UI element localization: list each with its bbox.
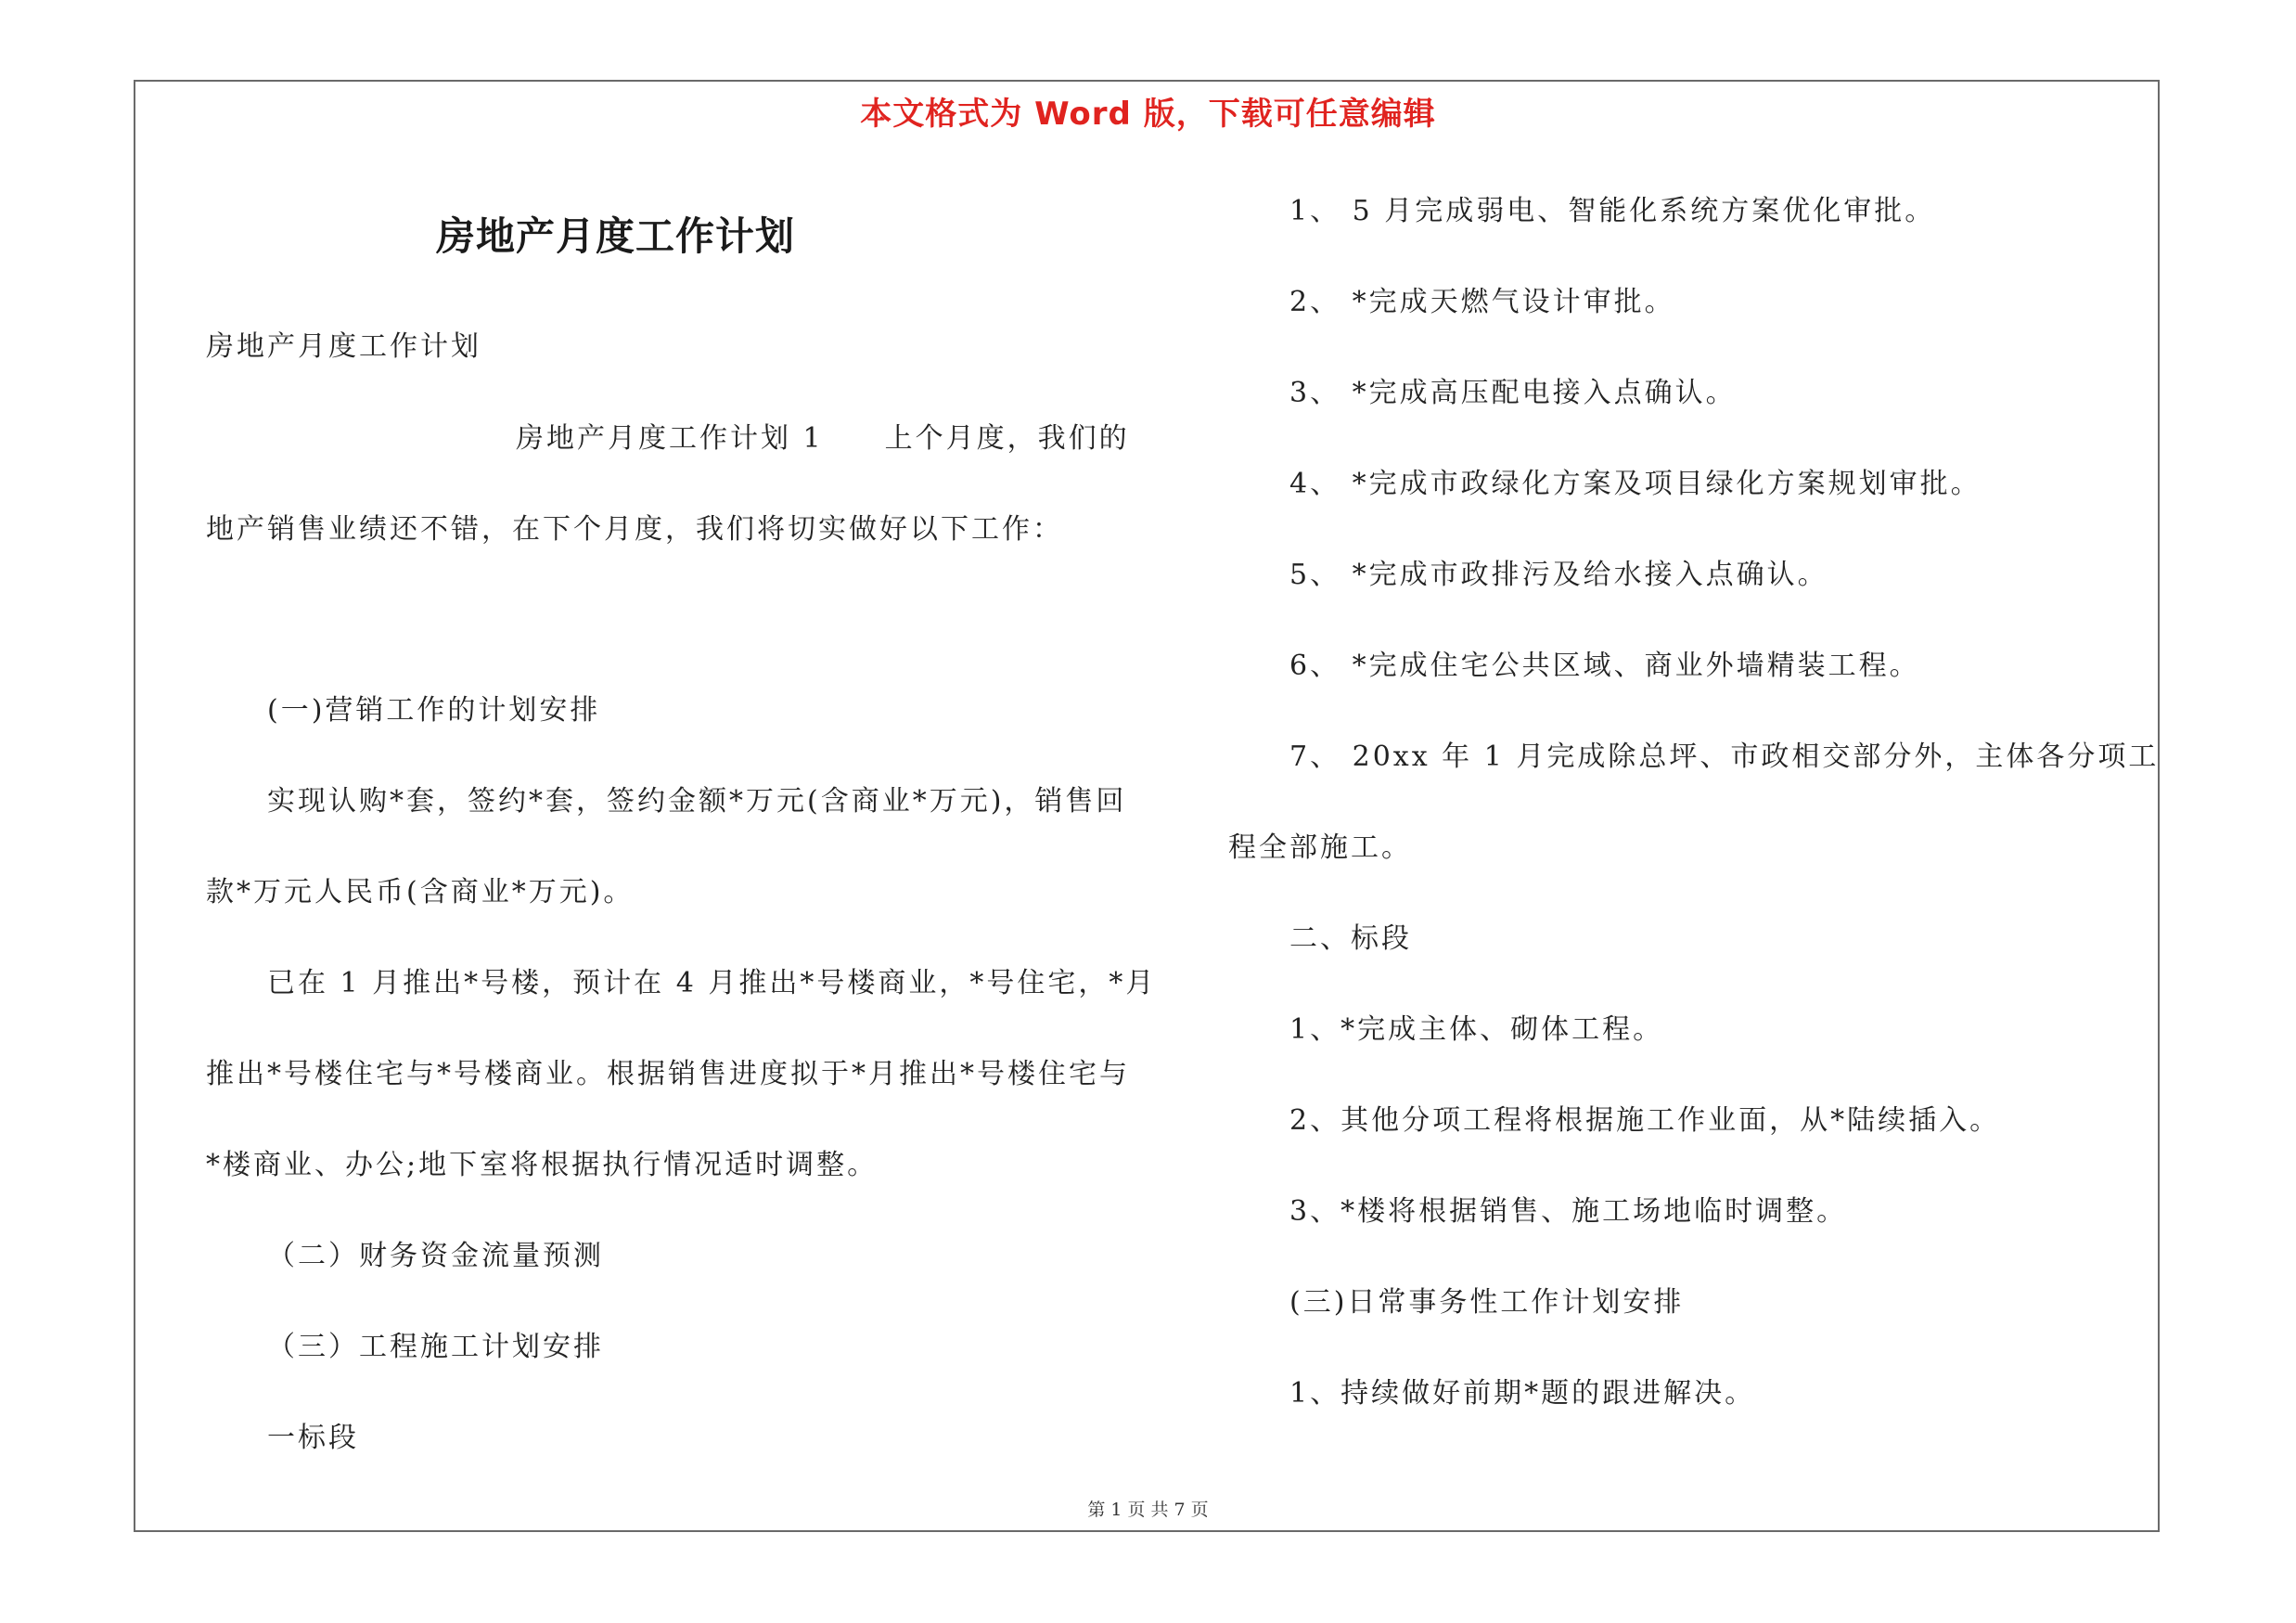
left-line-8: 推出*号楼住宅与*号楼商业。根据销售进度拟于*月推出*号楼住宅与 [206,1058,1130,1090]
right-line-11: 2、其他分项工程将根据施工作业面，从*陆续插入。 [1289,1104,2001,1137]
left-heading-engineering: （三）工程施工计划安排 [267,1331,604,1363]
left-line-5: 实现认购*套，签约*套，签约金额*万元(含商业*万元)，销售回 [267,785,1127,818]
word-format-banner: 本文格式为 Word 版，下载可任意编辑 [860,96,1436,133]
left-line-6: 款*万元人民币(含商业*万元)。 [206,876,635,908]
left-line-12: 一标段 [267,1422,359,1454]
left-line-3: 地产销售业绩还不错，在下个月度，我们将切实做好以下工作： [206,513,1063,546]
left-heading-finance: （二）财务资金流量预测 [267,1240,604,1272]
right-line-10: 1、*完成主体、砌体工程。 [1289,1013,1664,1046]
right-line-4: 4、 *完成市政绿化方案及项目绿化方案规划审批。 [1289,468,1982,500]
left-line-1: 房地产月度工作计划 [206,330,481,363]
left-heading-marketing: (一)营销工作的计划安排 [267,694,601,727]
right-line-8: 程全部施工。 [1228,831,1412,864]
page-number-footer: 第 1 页 共 7 页 [1087,1500,1209,1520]
right-heading-section: 二、标段 [1289,922,1412,955]
right-line-2: 2、 *完成天燃气设计审批。 [1289,286,1675,318]
left-line-9: *楼商业、办公;地下室将根据执行情况适时调整。 [206,1149,879,1181]
right-line-7: 7、 20xx 年 1 月完成除总坪、市政相交部分外，主体各分项工 [1289,741,2160,773]
right-line-3: 3、 *完成高压配电接入点确认。 [1289,377,1737,409]
left-line-2: 房地产月度工作计划 1 上个月度，我们的 [516,422,1130,455]
right-line-6: 6、 *完成住宅公共区域、商业外墙精装工程。 [1289,650,1920,682]
left-line-7: 已在 1 月推出*号楼，预计在 4 月推出*号楼商业，*号住宅，*月 [267,967,1157,999]
right-line-5: 5、 *完成市政排污及给水接入点确认。 [1289,559,1828,591]
right-heading-daily: (三)日常事务性工作计划安排 [1289,1286,1685,1319]
right-line-1: 1、 5 月完成弱电、智能化系统方案优化审批。 [1289,195,1936,227]
right-line-12: 3、*楼将根据销售、施工场地临时调整。 [1289,1195,1848,1228]
document-title: 房地产月度工作计划 [436,213,796,259]
right-line-14: 1、持续做好前期*题的跟进解决。 [1289,1377,1756,1410]
